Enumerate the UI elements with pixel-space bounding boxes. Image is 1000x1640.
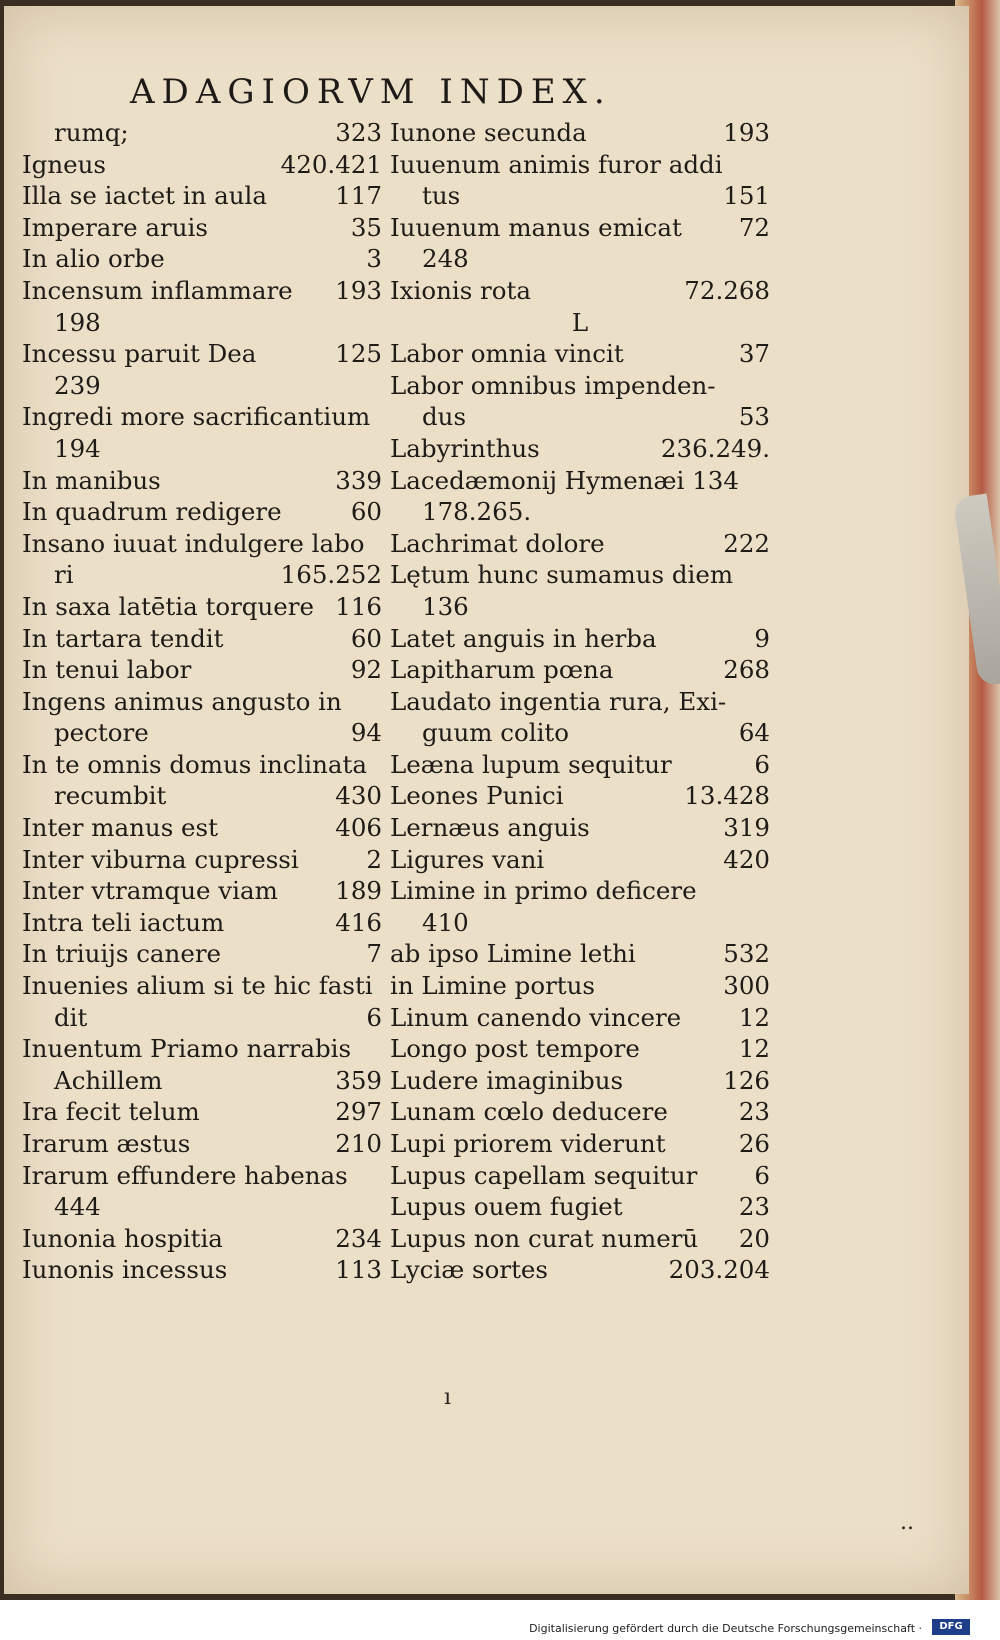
entry-page-number: 13.428 [684,781,770,811]
index-entry [22,243,382,275]
index-entry [390,623,770,655]
index-entry [390,844,770,876]
entry-term: 136 [422,591,469,621]
entry-page-number: 126 [723,1065,770,1095]
entry-term: In tartara tendit [22,623,224,653]
index-entry [22,117,382,149]
index-entry [390,370,770,402]
entry-term: Ixionis rota [390,275,531,305]
index-entry [390,907,770,939]
entry-page-number: 125 [335,339,382,369]
index-entry [390,149,770,181]
entry-term: Lacedæmonij Hymenæi 134 [390,465,739,495]
entry-page-number: 12 [738,1002,770,1032]
index-entry [22,465,382,497]
entry-page-number: 116 [335,591,382,621]
entry-term: In quadrum redigere [22,497,282,527]
index-entry [22,1160,382,1192]
index-entry [22,844,382,876]
entry-term: Lyciæ sortes [390,1255,549,1285]
entry-term: ab ipso Limine lethi [390,939,636,969]
index-entry [390,749,770,781]
entry-term: guum colito [422,718,569,748]
entry-term: Labyrinthus [390,433,540,463]
entry-term: Inuenies alium si te hic fasti [22,971,373,1001]
entry-term: 194 [54,433,101,463]
index-entry [22,275,382,307]
index-entry [22,1002,382,1034]
entry-term: Incensum inflammare [22,275,293,305]
index-entry [390,686,770,718]
index-column-left [22,117,382,1286]
entry-term: Insano iuuat indulgere labo [22,528,365,558]
entry-page-number: 9 [754,623,770,653]
entry-term: Lupus capellam sequitur [390,1160,698,1190]
entry-term: Laudato ingentia rura, Exi- [390,686,727,716]
index-entry [390,117,770,149]
index-entry [22,559,382,591]
entry-term: In alio orbe [22,244,165,274]
index-entry [390,212,770,244]
index-entry [390,496,770,528]
entry-term: Iuuenum manus emicat [390,212,682,242]
entry-term: rumq; [54,118,129,147]
index-entry [22,496,382,528]
index-entry [390,559,770,591]
index-entry [22,401,382,433]
index-entry [22,370,382,402]
index-entry [22,149,382,181]
entry-page-number: 222 [723,528,770,558]
entry-page-number: 7 [366,939,382,969]
entry-page-number: 193 [335,275,382,305]
index-entry [390,1128,770,1160]
entry-page-number: 92 [350,655,382,685]
index-entry [390,1160,770,1192]
index-entry [22,686,382,718]
entry-term: 178.265. [422,497,532,527]
index-entry [22,433,382,465]
entry-term: Leones Punici [390,781,564,811]
entry-page-number: 64 [738,718,770,748]
index-entry [390,338,770,370]
entry-page-number: 72 [738,212,770,242]
entry-term: tus [422,181,461,211]
index-entry [390,401,770,433]
entry-term: Lapitharum pœna [390,655,614,685]
index-entry [390,1254,770,1286]
entry-term: Limine in primo deficere [390,876,697,906]
index-entry [22,717,382,749]
entry-page-number: 297 [335,1097,382,1127]
signature-mark: ı [444,1385,452,1410]
index-entry [22,1254,382,1286]
entry-term: Latet anguis in herba [390,623,657,653]
entry-term: Ludere imaginibus [390,1065,624,1095]
entry-page-number: 406 [335,813,382,843]
index-entry [22,654,382,686]
entry-term: Lupi priorem viderunt [390,1129,666,1158]
entry-page-number: 268 [723,655,770,685]
entry-term: Labor omnia vincit [390,339,624,369]
entry-page-number: 94 [350,718,382,748]
index-entry [22,938,382,970]
entry-page-number: 300 [723,971,770,1001]
entry-term: 198 [54,307,101,337]
index-entry [390,1096,770,1128]
index-entry [390,1191,770,1223]
entry-page-number: 165.252 [280,560,382,590]
index-entry [22,780,382,812]
entry-page-number: 420.421 [280,149,382,179]
entry-page-number: 113 [335,1255,382,1285]
entry-term: Illa se iactet in aula [22,181,267,211]
entry-page-number: 23 [738,1192,770,1222]
index-entry [22,749,382,781]
corner-mark: .. [900,1510,914,1535]
index-entry [390,717,770,749]
entry-page-number: 60 [350,623,382,653]
index-entry [390,180,770,212]
entry-page-number: 12 [738,1034,770,1064]
entry-term: 444 [54,1192,101,1222]
entry-term: dus [422,402,467,432]
index-entry [22,1191,382,1223]
entry-term: ri [54,560,74,590]
page-header: ADAGIORVM INDEX. [130,72,612,112]
entry-term: Achillem [54,1065,163,1095]
index-entry [22,970,382,1002]
entry-page-number: 234 [335,1223,382,1253]
index-entry [22,875,382,907]
index-entry [390,875,770,907]
entry-term: Labor omnibus impenden- [390,370,716,400]
index-entry [390,465,770,497]
index-entry [22,212,382,244]
index-entry [22,623,382,655]
entry-term: Iunonia hospitia [22,1223,223,1253]
entry-term: 239 [54,370,101,400]
entry-page-number: 6 [754,1160,770,1190]
index-entry [390,780,770,812]
index-entry [390,812,770,844]
entry-page-number: 210 [335,1129,382,1158]
entry-term: In manibus [22,465,161,495]
index-entry [22,812,382,844]
entry-page-number: 72.268 [684,275,770,305]
entry-term: Lupus ouem fugiet [390,1192,623,1222]
entry-term: Inter vtramque viam [22,876,278,906]
index-entry [22,528,382,560]
entry-term: Inter viburna cupressi [22,844,299,874]
index-entry [390,1065,770,1097]
entry-page-number: 420 [723,844,770,874]
entry-page-number: 193 [723,118,770,147]
entry-term: Iuuenum animis furor addi [390,149,723,179]
entry-page-number: 236.249. [660,433,770,463]
index-entry [22,907,382,939]
entry-term: Inter manus est [22,813,218,843]
index-entry [390,1033,770,1065]
entry-page-number: 189 [335,876,382,906]
entry-term: Lupus non curat numerū [390,1223,699,1253]
entry-term: Inuentum Priamo narrabis [22,1034,352,1064]
entry-term: Lunam cœlo deducere [390,1097,668,1127]
index-entry [22,307,382,339]
entry-term: Incessu paruit Dea [22,339,257,369]
footer-credit: Digitalisierung gefördert durch die Deutsche Forschungsgemeinschaft · [529,1622,922,1635]
entry-page-number: 339 [335,465,382,495]
entry-term: dit [54,1002,88,1032]
entry-term: Irarum æstus [22,1129,191,1158]
index-entry [390,970,770,1002]
entry-page-number: 53 [738,402,770,432]
index-column-right [390,117,770,1286]
index-entry [22,1096,382,1128]
entry-term: Lachrimat dolore [390,528,605,558]
entry-page-number: 23 [738,1097,770,1127]
entry-term: Ingens animus angusto in [22,686,342,716]
entry-page-number: 359 [335,1065,382,1095]
index-entry [390,528,770,560]
index-entry [22,180,382,212]
index-entry [22,338,382,370]
entry-term: Igneus [22,149,106,179]
entry-term: In triuijs canere [22,939,222,969]
entry-term: 410 [422,907,469,937]
dfg-logo: DFG [932,1619,970,1635]
entry-page-number: 323 [335,118,382,147]
entry-term: Ira fecit telum [22,1097,200,1127]
entry-page-number: 117 [335,181,382,211]
entry-page-number: 430 [335,781,382,811]
entry-term: Iunonis incessus [22,1255,228,1285]
entry-term: Leæna lupum sequitur [390,749,672,779]
index-entry [22,1223,382,1255]
index-entry [22,1065,382,1097]
entry-term: In te omnis domus inclinata [22,749,367,779]
entry-page-number: 20 [738,1223,770,1253]
entry-page-number: 26 [738,1129,770,1158]
entry-term: Imperare aruis [22,212,208,242]
section-letter: L [571,307,589,337]
entry-page-number: 532 [723,939,770,969]
entry-page-number: 203.204 [668,1255,770,1285]
entry-term: In saxa latētia torquere [22,591,314,621]
index-entry [22,591,382,623]
entry-term: Intra teli iactum [22,907,225,937]
entry-term: 248 [422,244,469,274]
entry-term: pectore [54,718,149,748]
entry-page-number: 37 [738,339,770,369]
entry-term: Iunone secunda [390,118,587,147]
index-entry [390,243,770,275]
entry-page-number: 2 [366,844,382,874]
entry-term: Irarum effundere habenas [22,1160,348,1190]
entry-term: in Limine portus [390,971,595,1001]
entry-page-number: 416 [335,907,382,937]
entry-term: Ingredi more sacrificantium [22,402,371,432]
entry-page-number: 3 [366,244,382,274]
entry-page-number: 151 [723,181,770,211]
entry-page-number: 6 [366,1002,382,1032]
entry-term: Ligures vani [390,844,545,874]
index-entry [22,1033,382,1065]
entry-page-number: 319 [723,813,770,843]
index-entry [390,938,770,970]
index-entry [390,654,770,686]
index-entry [390,591,770,623]
entry-term: Lernæus anguis [390,813,590,843]
entry-term: Lętum hunc sumamus diem [390,560,734,590]
entry-term: In tenui labor [22,655,192,685]
entry-term: recumbit [54,781,167,811]
entry-page-number: 35 [350,212,382,242]
index-entry [390,1002,770,1034]
entry-term: Linum canendo vincere [390,1002,682,1032]
entry-page-number: 60 [350,497,382,527]
index-entry [22,1128,382,1160]
index-entry [390,275,770,307]
index-entry [390,1223,770,1255]
index-entry [390,433,770,465]
entry-page-number: 6 [754,749,770,779]
entry-term: Longo post tempore [390,1034,640,1064]
